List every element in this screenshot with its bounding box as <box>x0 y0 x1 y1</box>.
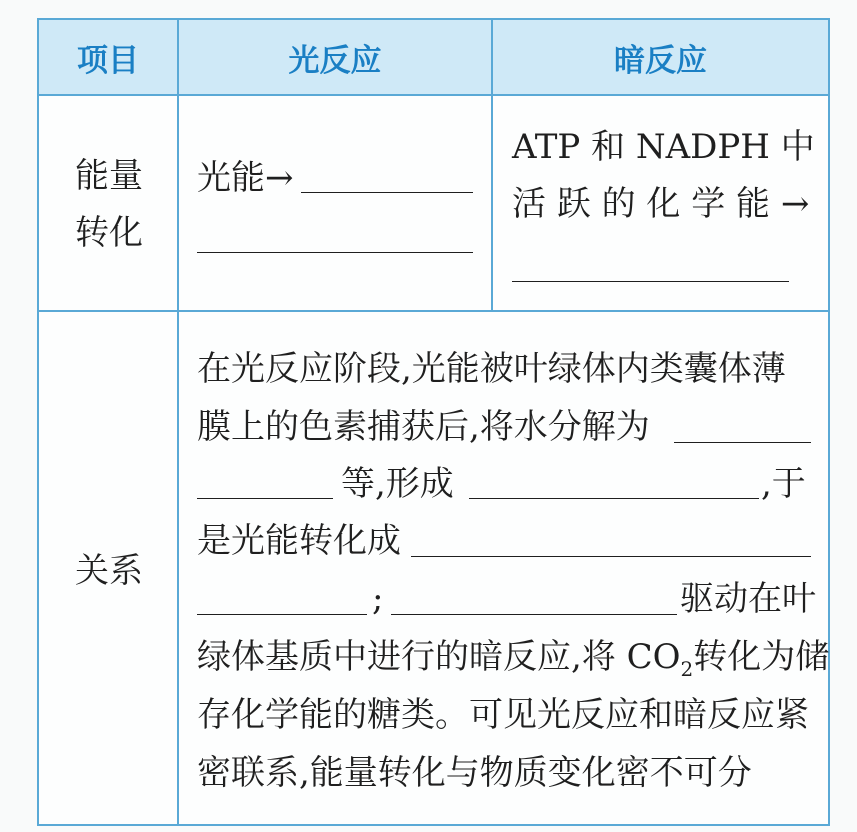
blank-line <box>197 252 473 253</box>
light-energy-text: 光能→ <box>197 158 294 198</box>
co2-subscript: 2 <box>680 656 694 681</box>
relation-line-5b: 驱动在叶 <box>680 579 816 619</box>
relation-line-3a: 等,形成 <box>341 464 454 504</box>
dark-energy-text-1: ATP 和 NADPH 中 <box>512 127 815 167</box>
label-energy-2: 转化 <box>75 213 143 253</box>
blank-line <box>197 498 333 499</box>
relation-line-3b: ,于 <box>761 464 806 504</box>
relation-line-7: 存化学能的糖类。可见光反应和暗反应紧 <box>197 695 809 735</box>
relation-line-6b: 转化为储 <box>693 637 830 677</box>
blank-line <box>469 498 759 499</box>
label-relation: 关系 <box>75 551 143 591</box>
relation-line-2: 膜上的色素捕获后,将水分解为 <box>197 407 650 447</box>
relation-line-6 <box>197 637 830 681</box>
dark-energy-text-2: 活 跃 的 化 学 能 → <box>512 184 810 224</box>
column-divider <box>177 20 179 824</box>
relation-line-6a: 绿体基质中进行的暗反应,将 CO <box>197 637 681 677</box>
blank-line <box>301 192 473 193</box>
relation-line-5a: ; <box>372 579 384 619</box>
blank-line <box>674 442 811 443</box>
comparison-table <box>37 18 830 826</box>
row-divider <box>39 310 828 312</box>
blank-line <box>391 614 677 615</box>
relation-line-4: 是光能转化成 <box>197 521 401 561</box>
header-item: 项目 <box>77 42 139 79</box>
blank-line <box>411 556 811 557</box>
header-light-reaction: 光反应 <box>288 42 382 79</box>
blank-line <box>197 614 367 615</box>
blank-line <box>512 281 789 282</box>
relation-line-1: 在光反应阶段,光能被叶绿体内类囊体薄 <box>197 349 786 389</box>
label-energy-1: 能量 <box>75 156 143 196</box>
header-dark-reaction: 暗反应 <box>614 42 707 79</box>
relation-line-8: 密联系,能量转化与物质变化密不可分 <box>197 753 752 793</box>
